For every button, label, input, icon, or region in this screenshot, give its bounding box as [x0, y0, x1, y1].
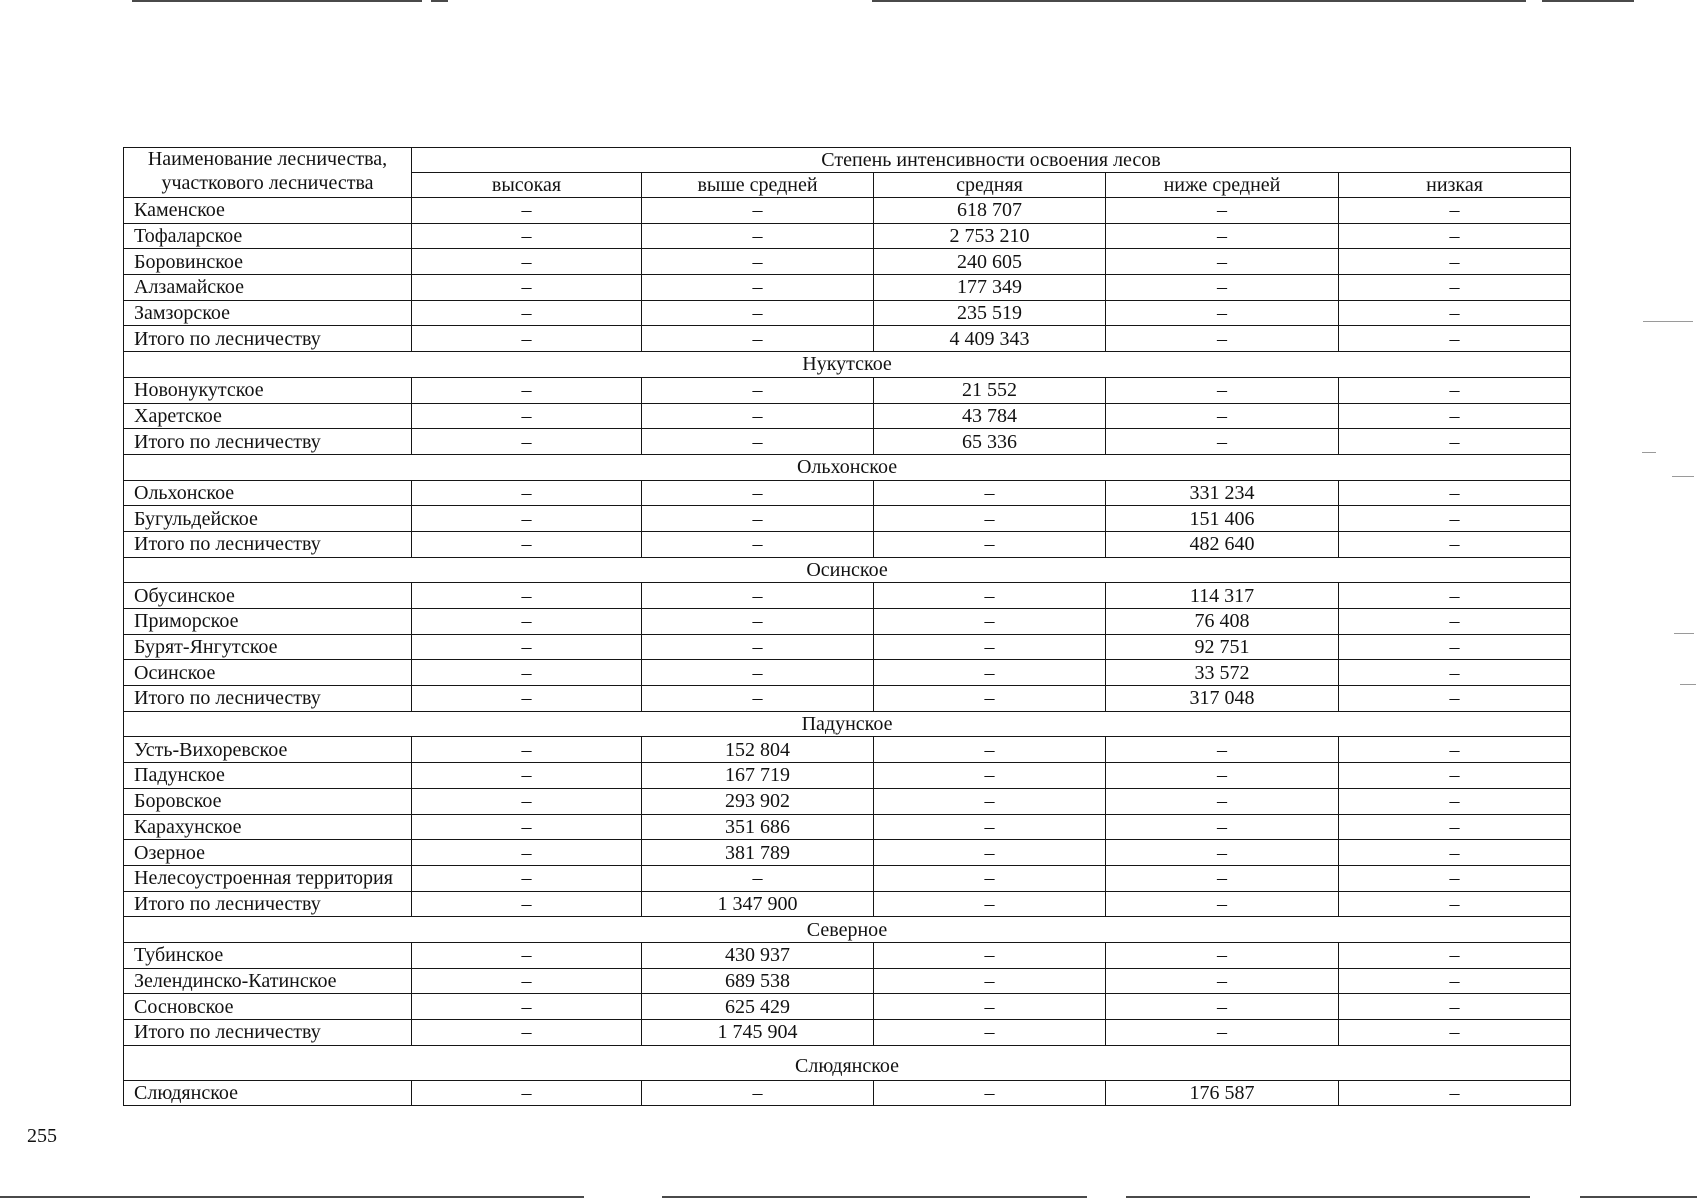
table-row — [124, 1080, 1571, 1106]
value-above-average: 689 538 — [642, 968, 874, 994]
value-above-average: 1 347 900 — [642, 891, 874, 917]
forestry-section-title: Падунское — [124, 711, 1571, 737]
value-high: – — [412, 326, 642, 352]
forestry-name: Тофаларское — [124, 223, 412, 249]
forestry-name: Сосновское — [124, 994, 412, 1020]
forestry-name: Падунское — [124, 763, 412, 789]
forestry-section-title: Осинское — [124, 557, 1571, 583]
value-high: – — [412, 788, 642, 814]
value-low: – — [1339, 326, 1571, 352]
table-row — [124, 763, 1571, 789]
value-above-average: 293 902 — [642, 788, 874, 814]
value-high: – — [412, 763, 642, 789]
forestry-section-title: Слюдянское — [124, 1045, 1571, 1080]
value-below-average: – — [1106, 942, 1339, 968]
scan-edge-line — [0, 1196, 584, 1198]
forest-intensity-table — [123, 147, 1571, 1106]
value-high: – — [412, 223, 642, 249]
value-high: – — [412, 994, 642, 1020]
scan-speck — [1680, 684, 1696, 685]
scan-speck — [1642, 452, 1656, 453]
value-low: – — [1339, 198, 1571, 224]
value-average: – — [874, 634, 1106, 660]
value-below-average: – — [1106, 737, 1339, 763]
table-row — [124, 275, 1571, 301]
value-high: – — [412, 660, 642, 686]
value-below-average: – — [1106, 377, 1339, 403]
value-high: – — [412, 198, 642, 224]
table-row — [124, 300, 1571, 326]
table-row — [124, 865, 1571, 891]
value-below-average: – — [1106, 891, 1339, 917]
scan-edge-line — [1126, 1196, 1530, 1198]
value-below-average: 151 406 — [1106, 506, 1339, 532]
value-above-average: – — [642, 686, 874, 712]
value-high: – — [412, 737, 642, 763]
section-row — [124, 454, 1571, 480]
value-above-average: – — [642, 480, 874, 506]
forestry-name: Бугульдейское — [124, 506, 412, 532]
forestry-name: Бурят-Янгутское — [124, 634, 412, 660]
value-average: – — [874, 531, 1106, 557]
value-high: – — [412, 275, 642, 301]
value-low: – — [1339, 814, 1571, 840]
value-high: – — [412, 249, 642, 275]
table-row — [124, 403, 1571, 429]
value-low: – — [1339, 634, 1571, 660]
value-high: – — [412, 377, 642, 403]
value-below-average: – — [1106, 403, 1339, 429]
value-high: – — [412, 634, 642, 660]
value-below-average: – — [1106, 788, 1339, 814]
value-below-average: 482 640 — [1106, 531, 1339, 557]
forestry-section-title: Северное — [124, 917, 1571, 943]
scan-edge-line — [662, 1196, 1087, 1198]
value-below-average: 76 408 — [1106, 609, 1339, 635]
table-row — [124, 198, 1571, 224]
value-above-average: – — [642, 223, 874, 249]
forestry-section-title: Ольхонское — [124, 454, 1571, 480]
value-average: 21 552 — [874, 377, 1106, 403]
value-average: – — [874, 788, 1106, 814]
scan-edge-line — [1542, 0, 1634, 2]
table-row — [124, 660, 1571, 686]
section-row — [124, 352, 1571, 378]
table-row — [124, 634, 1571, 660]
value-average: – — [874, 1020, 1106, 1046]
forestry-name: Боровское — [124, 788, 412, 814]
section-row — [124, 557, 1571, 583]
value-above-average: – — [642, 249, 874, 275]
table-row — [124, 583, 1571, 609]
value-above-average: – — [642, 531, 874, 557]
table-row — [124, 223, 1571, 249]
value-low: – — [1339, 968, 1571, 994]
value-average: – — [874, 994, 1106, 1020]
section-row — [124, 917, 1571, 943]
forestry-name: Боровинское — [124, 249, 412, 275]
table-row — [124, 609, 1571, 635]
value-below-average: 92 751 — [1106, 634, 1339, 660]
value-low: – — [1339, 763, 1571, 789]
value-above-average: – — [642, 583, 874, 609]
forestry-name: Новонукутское — [124, 377, 412, 403]
header-row — [124, 148, 1571, 173]
section-row — [124, 711, 1571, 737]
forestry-name: Итого по лесничеству — [124, 686, 412, 712]
value-average: – — [874, 609, 1106, 635]
value-average: – — [874, 968, 1106, 994]
value-average: – — [874, 814, 1106, 840]
scan-edge-line — [872, 0, 1526, 2]
header-forestry-name — [124, 148, 412, 198]
value-above-average: – — [642, 300, 874, 326]
value-low: – — [1339, 660, 1571, 686]
value-average: – — [874, 506, 1106, 532]
value-low: – — [1339, 506, 1571, 532]
value-low: – — [1339, 686, 1571, 712]
value-average: – — [874, 942, 1106, 968]
value-below-average: – — [1106, 763, 1339, 789]
value-high: – — [412, 583, 642, 609]
table-row — [124, 737, 1571, 763]
value-above-average: – — [642, 609, 874, 635]
value-below-average: – — [1106, 326, 1339, 352]
value-high: – — [412, 531, 642, 557]
value-low: – — [1339, 891, 1571, 917]
forestry-name: Итого по лесничеству — [124, 326, 412, 352]
scan-speck — [1643, 321, 1693, 322]
forestry-name: Замзорское — [124, 300, 412, 326]
value-below-average: 331 234 — [1106, 480, 1339, 506]
value-below-average: – — [1106, 968, 1339, 994]
value-high: – — [412, 814, 642, 840]
value-below-average: – — [1106, 223, 1339, 249]
forestry-name: Каменское — [124, 198, 412, 224]
value-low: – — [1339, 223, 1571, 249]
value-low: – — [1339, 531, 1571, 557]
forestry-name: Ольхонское — [124, 480, 412, 506]
value-low: – — [1339, 942, 1571, 968]
value-below-average: – — [1106, 300, 1339, 326]
value-average: 235 519 — [874, 300, 1106, 326]
value-average: 618 707 — [874, 198, 1106, 224]
forestry-section-title: Нукутское — [124, 352, 1571, 378]
value-high: – — [412, 609, 642, 635]
value-high: – — [412, 840, 642, 866]
forestry-name: Слюдянское — [124, 1080, 412, 1106]
forestry-name: Харетское — [124, 403, 412, 429]
value-below-average: – — [1106, 994, 1339, 1020]
value-average: – — [874, 840, 1106, 866]
value-low: – — [1339, 609, 1571, 635]
value-average: 43 784 — [874, 403, 1106, 429]
value-below-average: – — [1106, 429, 1339, 455]
value-low: – — [1339, 403, 1571, 429]
value-below-average: 33 572 — [1106, 660, 1339, 686]
page-number: 255 — [27, 1125, 57, 1147]
forestry-name: Алзамайское — [124, 275, 412, 301]
table-row — [124, 788, 1571, 814]
table-row — [124, 814, 1571, 840]
value-high: – — [412, 506, 642, 532]
total-row — [124, 429, 1571, 455]
header-intensity-group: Степень интенсивности освоения лесов — [412, 148, 1571, 173]
forestry-name: Тубинское — [124, 942, 412, 968]
forestry-name: Итого по лесничеству — [124, 531, 412, 557]
value-low: – — [1339, 1080, 1571, 1106]
value-above-average: – — [642, 403, 874, 429]
forestry-name: Обусинское — [124, 583, 412, 609]
value-average: – — [874, 686, 1106, 712]
value-above-average: – — [642, 429, 874, 455]
table-row — [124, 994, 1571, 1020]
value-below-average: – — [1106, 865, 1339, 891]
value-above-average: – — [642, 326, 874, 352]
value-high: – — [412, 942, 642, 968]
value-below-average: – — [1106, 840, 1339, 866]
value-low: – — [1339, 583, 1571, 609]
forestry-name: Нелесоустроенная территория — [124, 865, 412, 891]
forestry-name: Зелендинско-Катинское — [124, 968, 412, 994]
value-above-average: 152 804 — [642, 737, 874, 763]
table-row — [124, 480, 1571, 506]
table-row — [124, 942, 1571, 968]
value-low: – — [1339, 377, 1571, 403]
forestry-name: Осинское — [124, 660, 412, 686]
value-high: – — [412, 1020, 642, 1046]
value-low: – — [1339, 840, 1571, 866]
value-low: – — [1339, 480, 1571, 506]
total-row — [124, 531, 1571, 557]
value-average: – — [874, 480, 1106, 506]
value-low: – — [1339, 300, 1571, 326]
value-high: – — [412, 865, 642, 891]
value-low: – — [1339, 788, 1571, 814]
value-above-average: – — [642, 198, 874, 224]
value-low: – — [1339, 429, 1571, 455]
value-below-average: – — [1106, 814, 1339, 840]
value-average: – — [874, 891, 1106, 917]
value-above-average: – — [642, 506, 874, 532]
forestry-name: Озерное — [124, 840, 412, 866]
header-forestry-name-line2: участкового лесничества — [161, 171, 374, 194]
value-above-average: – — [642, 377, 874, 403]
header-col-average: средняя — [874, 173, 1106, 198]
header-col-below-average: ниже средней — [1106, 173, 1339, 198]
value-below-average: 317 048 — [1106, 686, 1339, 712]
value-average: 240 605 — [874, 249, 1106, 275]
forestry-name: Итого по лесничеству — [124, 891, 412, 917]
value-above-average: 351 686 — [642, 814, 874, 840]
value-average: – — [874, 763, 1106, 789]
value-low: – — [1339, 1020, 1571, 1046]
value-low: – — [1339, 865, 1571, 891]
header-col-low: низкая — [1339, 173, 1571, 198]
value-above-average: – — [642, 865, 874, 891]
table-row — [124, 249, 1571, 275]
total-row — [124, 1020, 1571, 1046]
header-forestry-name-line1: Наименование лесничества, — [147, 147, 388, 170]
table-row — [124, 840, 1571, 866]
forestry-name: Итого по лесничеству — [124, 429, 412, 455]
value-below-average: 114 317 — [1106, 583, 1339, 609]
value-below-average: – — [1106, 275, 1339, 301]
header-col-high: высокая — [412, 173, 642, 198]
header-col-above-average: выше средней — [642, 173, 874, 198]
total-row — [124, 686, 1571, 712]
value-high: – — [412, 968, 642, 994]
value-above-average: – — [642, 634, 874, 660]
value-average: 177 349 — [874, 275, 1106, 301]
forestry-name: Итого по лесничеству — [124, 1020, 412, 1046]
forestry-name: Приморское — [124, 609, 412, 635]
scan-edge-line — [132, 0, 422, 2]
total-row — [124, 891, 1571, 917]
forestry-name: Карахунское — [124, 814, 412, 840]
value-below-average: – — [1106, 249, 1339, 275]
total-row — [124, 326, 1571, 352]
table-row — [124, 377, 1571, 403]
value-average: 65 336 — [874, 429, 1106, 455]
value-average: 2 753 210 — [874, 223, 1106, 249]
value-average: – — [874, 865, 1106, 891]
value-low: – — [1339, 249, 1571, 275]
value-above-average: 167 719 — [642, 763, 874, 789]
value-average: – — [874, 583, 1106, 609]
table-row — [124, 506, 1571, 532]
value-high: – — [412, 686, 642, 712]
value-high: – — [412, 480, 642, 506]
value-above-average: – — [642, 275, 874, 301]
value-above-average: 381 789 — [642, 840, 874, 866]
value-above-average: – — [642, 1080, 874, 1106]
value-average: – — [874, 1080, 1106, 1106]
value-low: – — [1339, 275, 1571, 301]
table-row — [124, 968, 1571, 994]
value-below-average: – — [1106, 1020, 1339, 1046]
value-high: – — [412, 891, 642, 917]
value-low: – — [1339, 737, 1571, 763]
value-high: – — [412, 300, 642, 326]
value-high: – — [412, 403, 642, 429]
scan-edge-line — [431, 0, 448, 2]
value-average: – — [874, 737, 1106, 763]
scan-edge-line — [1580, 1196, 1697, 1198]
value-low: – — [1339, 994, 1571, 1020]
value-above-average: – — [642, 660, 874, 686]
value-average: – — [874, 660, 1106, 686]
value-below-average: – — [1106, 198, 1339, 224]
value-above-average: 1 745 904 — [642, 1020, 874, 1046]
value-average: 4 409 343 — [874, 326, 1106, 352]
scan-speck — [1674, 633, 1694, 634]
value-high: – — [412, 1080, 642, 1106]
value-above-average: 625 429 — [642, 994, 874, 1020]
scan-speck — [1672, 476, 1694, 477]
value-above-average: 430 937 — [642, 942, 874, 968]
value-high: – — [412, 429, 642, 455]
forestry-name: Усть-Вихоревское — [124, 737, 412, 763]
value-below-average: 176 587 — [1106, 1080, 1339, 1106]
section-row — [124, 1045, 1571, 1080]
